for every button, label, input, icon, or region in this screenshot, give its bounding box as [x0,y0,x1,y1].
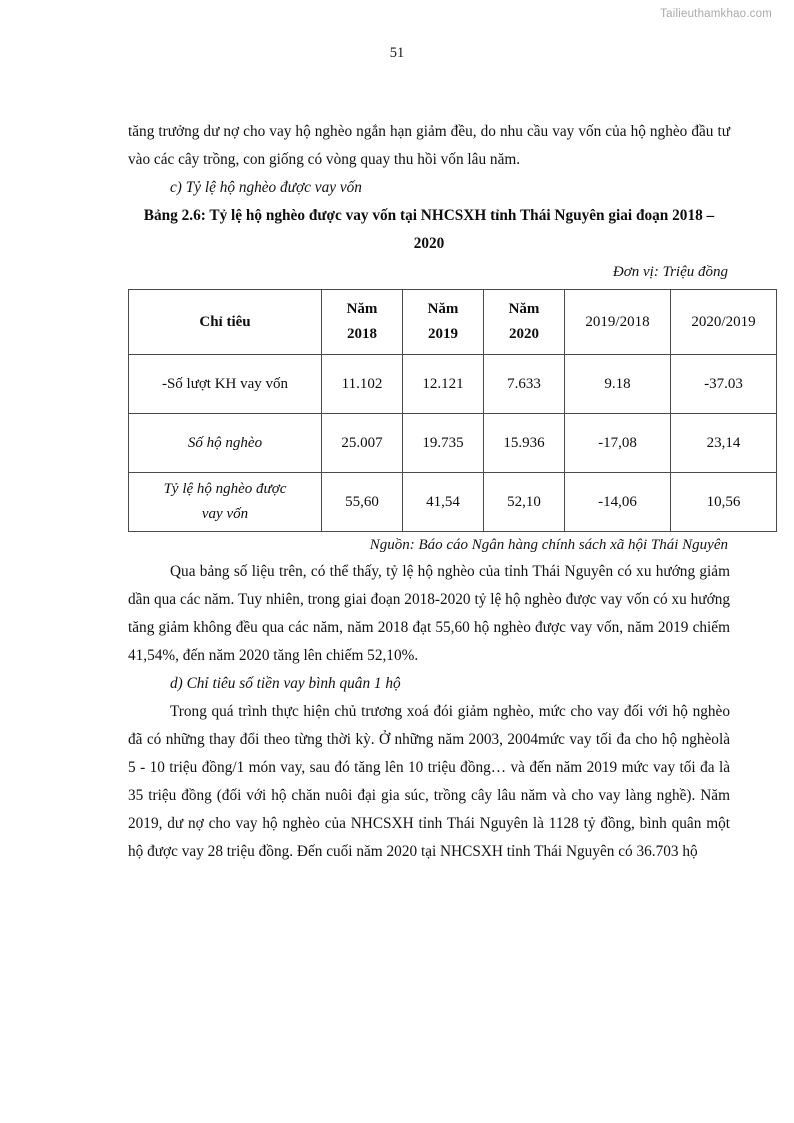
sub-heading-c: c) Tỷ lệ hộ nghèo được vay vốn [170,179,362,196]
row-label-line1: Tỷ lệ hộ nghèo được [163,481,287,497]
watermark-text: Tailieuthamkhao.com [660,8,772,20]
table-header-cell-ratio-2019-2018 [565,290,671,355]
header-label-line1: Chỉ tiêu [199,313,251,330]
cell-r0-c1: 12.121 [403,355,484,414]
table-header [129,290,777,355]
header-2019-line1: Năm [427,301,459,317]
row-label-ty-le-ho-ngheo [129,473,322,532]
table-row [129,473,777,532]
table-source-note: Nguồn: Báo cáo Ngân hàng chính sách xã hội Thái Nguyên [369,537,728,553]
paragraph-intro: tăng trưởng dư nợ cho vay hộ nghèo ngắn hạn giảm đều, do nhu cầu vay vốn của hộ nghèo đầu tư vào các cây trồng, con giống có vòng quay thu hồi vốn lâu năm. [128,123,730,168]
sub-heading-d: d) Chỉ tiêu số tiền vay bình quân 1 hộ [170,675,401,692]
paragraph-analysis: Qua bảng số liệu trên, có thể thấy, tỷ lệ hộ nghèo của tỉnh Thái Nguyên có xu hướng giảm dần qua các năm. Tuy nhiên, trong giai đoạn 2018-2020 tỷ lệ hộ nghèo được vay vốn có xu hướng tăng giảm không đều qua các năm, năm 2018 đạt 55,60 hộ nghèo được vay vốn, năm 2019 chiếm 41,54%, đến năm 2020 tăng lên chiếm 52,10%. [128,563,730,664]
cell-r1-c3: -17,08 [565,414,671,473]
header-2020-line2: 2020 [509,326,539,342]
header-2019-line2: 2019 [428,326,458,342]
header-ratio2-line1: 2020/2019 [691,313,756,330]
table-header-cell-2020 [484,290,565,355]
table-header-cell-2018 [322,290,403,355]
table-header-cell-2019 [403,290,484,355]
table-row [129,355,777,414]
header-2018-line1: Năm [346,301,378,317]
row-label-so-ho-ngheo: Số hộ nghèo [129,414,322,473]
header-ratio1-line1: 2019/2018 [585,313,650,330]
cell-r1-c4: 23,14 [671,414,777,473]
header-2020-line1: Năm [508,301,540,317]
cell-r0-c0: 11.102 [322,355,403,414]
table-row [129,414,777,473]
table-unit-label: Đơn vị: Triệu đồng [612,264,728,280]
table-title: Bảng 2.6: Tỷ lệ hộ nghèo được vay vốn tại NHCSXH tỉnh Thái Nguyên giai đoạn 2018 – 2020 [143,207,715,252]
table-header-cell-label [129,290,322,355]
cell-r2-c3: -14,06 [565,473,671,532]
cell-r2-c2: 52,10 [484,473,565,532]
cell-r1-c0: 25.007 [322,414,403,473]
page-number: 51 [389,45,405,61]
page-content [128,118,756,866]
paragraph-loan-average: Trong quá trình thực hiện chủ trương xoá đói giảm nghèo, mức cho vay đối với hộ nghèo đã có những thay đổi theo từng thời kỳ. Ở những năm 2003, 2004mức vay tối đa cho hộ nghèolà 5 - 10 triệu đồng/1 món vay, sau đó tăng lên 10 triệu đồng… và đến năm 2019 mức vay tối đa là 35 triệu đồng (đối với hộ chăn nuôi đại gia súc, trồng cây lâu năm và cho vay làng nghề). Năm 2019, dư nợ cho vay hộ nghèo của NHCSXH tỉnh Thái Nguyên là 1128 tỷ đồng, bình quân một hộ được vay 28 triệu đồng. Đến cuối năm 2020 tại NHCSXH tỉnh Thái Nguyên có 36.703 hộ [128,703,730,860]
table-header-cell-ratio-2020-2019 [671,290,777,355]
cell-r1-c1: 19.735 [403,414,484,473]
table-body [129,355,777,532]
row-label-line2: vay vốn [201,506,249,522]
cell-r0-c4: -37.03 [671,355,777,414]
header-2018-line2: 2018 [347,326,377,342]
cell-r2-c4: 10,56 [671,473,777,532]
cell-r2-c1: 41,54 [403,473,484,532]
table-header-row [129,290,777,355]
poverty-loan-table [128,289,777,532]
cell-r2-c0: 55,60 [322,473,403,532]
row-label-so-luot-kh: -Số lượt KH vay vốn [129,355,322,414]
cell-r1-c2: 15.936 [484,414,565,473]
cell-r0-c3: 9.18 [565,355,671,414]
cell-r0-c2: 7.633 [484,355,565,414]
